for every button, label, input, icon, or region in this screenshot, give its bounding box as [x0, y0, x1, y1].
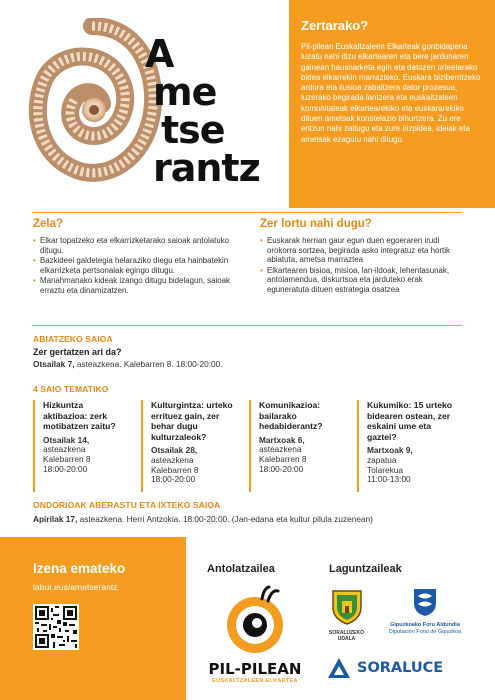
zela-list	[33, 236, 238, 296]
ondorioak-label: ONDORIOAK ABERASTU ETA IXTEKO SAIOA	[33, 500, 221, 510]
session-card-date	[259, 436, 344, 475]
organizer-title: Antolatzailea	[207, 563, 275, 575]
abiatzeko-question: Zer gertatzen ari da?	[33, 347, 122, 357]
gipuzkoa-line1: Gipuzkoako Foru Aldundia	[390, 622, 460, 628]
session-card-title: Kulturgintza: urteko errituez gain, zer behar dugu kulturzaleok?	[151, 400, 233, 442]
session-card	[33, 400, 128, 492]
abiatzeko-date-rest: asteazkena. Kalebarren 8. 18:00-20:00.	[74, 359, 223, 369]
list-item: • Manahmanako kideak izango ditugu bidelagun, saioak erraztu eta dinamizatzen.	[33, 276, 238, 295]
list-item: • Elkar topatzeko eta elkarrizketarako saioak antolatuko ditugu.	[33, 236, 238, 255]
session-card-date-bold: Otsailak 14,	[43, 434, 90, 445]
soraluce-triangle-icon	[327, 657, 351, 679]
session-card	[357, 400, 452, 492]
session-card	[141, 400, 236, 492]
session-card-date	[367, 446, 452, 485]
registration-url[interactable]: labur.eus/ametserantz	[33, 582, 118, 592]
session-card-date-bold: Martxoak 9,	[367, 445, 413, 455]
zertarako-text: Pil-pilean Euskaltzaleen Elkarteak gonbidapena luzatu nahi dizu elkartearen eta bere jardunaren gainean hausnarketa egin eta datozen urteetarako bidea elkarrekin marrazteko. Euskara biziberritzeko ardura eta ilusioa zabaltzera dator prozesua, luzerako begirada lantzera eta euskaltzaleen komunitateak elkartearekiko eta euskararekiko dituen ametsak konstelazio bihurtzera. Zu ere entzun nahi zaitugu eta zure irizpidea, ideiak eta ametsak ezagutu nahi ditugu.	[301, 42, 481, 144]
soraluze-udala-logo	[324, 587, 369, 647]
session-card-date-bold: Martxoak 6,	[259, 434, 305, 445]
sponsors-title: Laguntzaileak	[329, 563, 402, 575]
ondorioak-date	[33, 514, 473, 524]
zer-lortu-section	[260, 218, 465, 296]
pilpilean-logo	[205, 585, 305, 690]
soraluce-logo	[327, 655, 477, 681]
ondorioak-date-bold: Apirilak 17,	[33, 514, 78, 524]
session-card-title: Komunikazioa: bailarako hedabiderantz?	[259, 400, 323, 431]
hero-title	[145, 32, 290, 190]
divider	[32, 212, 462, 213]
registration-box	[0, 537, 186, 700]
session-card-title: Kukumiko: 15 urteko bidearen ostean, zer eskaini ume eta gaztei?	[367, 400, 453, 442]
session-card-date	[43, 436, 128, 475]
session-card-title: Hizkuntza aktibazioa: zerk motibatzen zaitu?	[43, 400, 116, 431]
gipuzkoa-line2: Diputación Foral de Gipuzkoa	[388, 628, 462, 635]
soraluce-text: SORALUCE	[357, 660, 444, 676]
soraluze-label: SORALUZEKO UDALA	[329, 630, 364, 642]
ondorioak-section	[33, 500, 473, 524]
hero-title-line: rantz	[153, 146, 260, 190]
list-item: • Euskarak herrian gaur egun duen egoeraren irudi orokorra sortzea, begirada asko integratuz eta hortik abiatuta, ametsa marraztea	[260, 236, 465, 265]
zertarako-title: Zertarako?	[301, 18, 369, 33]
abiatzeko-date-bold: Otsailak 7,	[33, 359, 75, 369]
session-card-date-rest: asteazkena Kalebarren 8 18:00-20:00	[43, 444, 91, 474]
ondorioak-date-rest: asteazkena. Herri Antzokia. 18:00-20:00. (Jan-edana eta kultur pilula zuzenean)	[77, 514, 373, 524]
organizer-logo-main: PIL-PILEAN	[208, 660, 302, 678]
qr-code[interactable]	[33, 604, 79, 650]
hero-title-line: A	[145, 32, 174, 76]
abiatzeko-label: ABIATZEKO SAIOA	[33, 334, 113, 344]
zer-lortu-title: Zer lortu nahi dugu?	[260, 218, 372, 230]
divider	[32, 325, 462, 326]
session-card-date-rest: asteazkena Kalebarren 8 18:00-20:00	[151, 454, 199, 485]
gipuzkoa-logo	[370, 587, 480, 647]
list-item: • Elkartearen bisioa, misioa, lan-ildoak, lehentasunak, antolamendua, diskurtsoa eta jarduteko erak eguneratuta dituen estrategia osatzea	[260, 266, 465, 295]
snail-icon	[220, 585, 290, 657]
organizer-logo-sub: EUSKALTZALEEN ELKARTEA	[212, 678, 298, 684]
spiral-staircase-image	[22, 18, 162, 188]
tematiko-label: 4 SAIO TEMATIKO	[33, 384, 109, 394]
session-card-date-bold: Otsailak 28,	[151, 445, 198, 455]
hero-title-line: tse	[161, 108, 225, 152]
session-card-date-rest: zapatua Tolarekua 11:00-13:00	[367, 454, 411, 485]
zela-title: Zela?	[33, 218, 64, 230]
zela-section	[33, 218, 238, 297]
registration-title: Izena emateko	[33, 561, 126, 576]
session-card	[249, 400, 344, 492]
zer-lortu-list	[260, 236, 465, 295]
list-item: • Bazkideei galdetegia helaraziko diegu eta hainbatekin elkarrizketa pertsonalak egingo ditugu.	[33, 256, 238, 275]
session-card-date-rest: asteazkena Kalebarren 8 18:00-20:00	[259, 444, 307, 474]
session-card-date	[151, 446, 236, 485]
hero-title-line: me	[153, 70, 217, 114]
coat-of-arms-icon	[330, 587, 364, 625]
abiatzeko-section	[33, 334, 463, 369]
gipuzkoa-shield-icon	[412, 587, 438, 617]
zertarako-box	[289, 0, 495, 208]
abiatzeko-date	[33, 359, 463, 369]
